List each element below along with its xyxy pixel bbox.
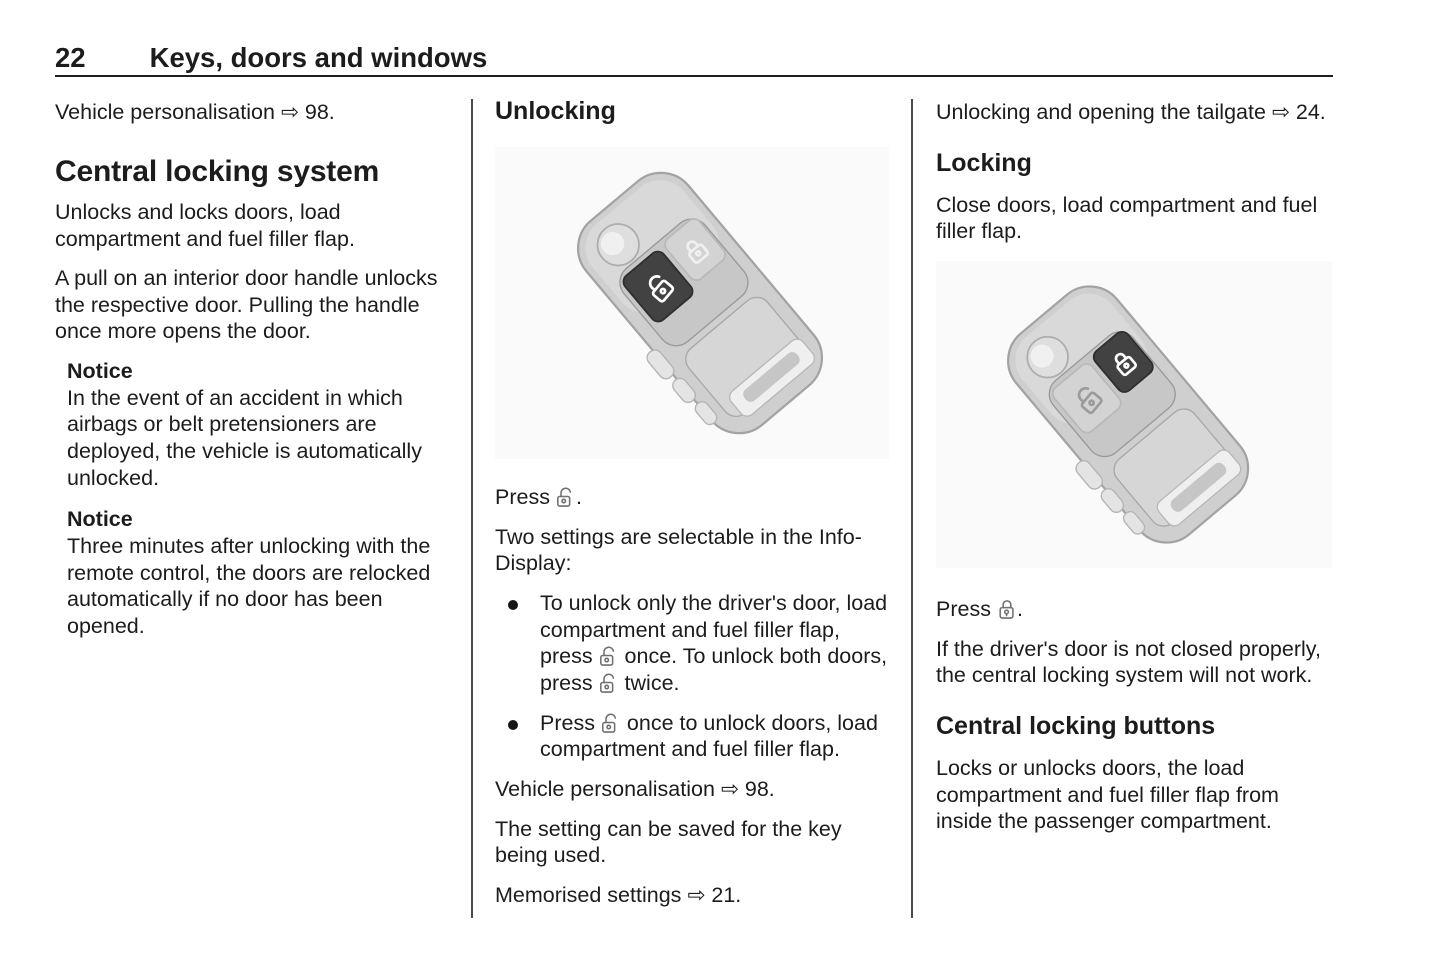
chapter-title: Keys, doors and windows <box>149 42 488 73</box>
personalisation-reference: Vehicle personalisation ⇨ 98. <box>495 776 775 801</box>
bullet-text <box>540 710 889 763</box>
central-locking-intro: Unlocks and locks doors, load compartment and fuel filler flap. <box>55 199 355 251</box>
key-fob-lock-illustration <box>936 261 1332 568</box>
bullet-segment: twice. <box>618 670 680 695</box>
page-number: 22 <box>55 42 86 73</box>
memorised-settings-reference: Memorised settings ⇨ 21. <box>495 882 742 907</box>
right-column <box>936 99 1332 848</box>
middle-column <box>495 96 889 922</box>
left-column <box>55 99 457 655</box>
notice-body: Three minutes after unlocking with the remote control, the doors are relocked automatically if no door has been opened. <box>67 534 431 639</box>
unlock-icon <box>601 710 621 735</box>
settings-intro: Two settings are selectable in the Info-Display: <box>495 524 862 576</box>
page-header <box>55 42 1333 74</box>
column-divider-left <box>471 99 473 918</box>
section-heading-central-locking: Central locking system <box>55 154 380 188</box>
press-text: Press <box>495 485 556 509</box>
setting-saved-para: The setting can be saved for the key being used. <box>495 816 842 868</box>
key-fob-unlock-figure <box>495 147 889 459</box>
key-fob-lock-figure <box>936 261 1332 568</box>
lock-icon <box>997 596 1017 621</box>
bullet-icon <box>508 600 518 610</box>
driver-door-para: If the driver's door is not closed properly, the central locking system will not work. <box>936 636 1321 688</box>
press-text: . <box>1016 596 1023 621</box>
column-divider-right <box>911 99 913 918</box>
header-rule <box>55 75 1333 77</box>
heading-central-locking-buttons: Central locking buttons <box>936 711 1216 740</box>
bullet-icon <box>508 720 518 730</box>
key-fob-unlock-illustration <box>496 147 888 459</box>
bullet-text <box>540 590 889 697</box>
door-handle-para: A pull on an interior door handle unlocks the respective door. Pulling the handle once more opens the door. <box>55 266 438 344</box>
bullet-dot <box>495 710 540 763</box>
notice-block-relock <box>67 506 457 639</box>
press-text: . <box>575 485 582 509</box>
tailgate-reference: Unlocking and opening the tailgate ⇨ 24. <box>936 100 1326 124</box>
heading-locking: Locking <box>936 148 1032 177</box>
heading-unlocking: Unlocking <box>495 97 616 125</box>
personalisation-reference: Vehicle personalisation ⇨ 98. <box>55 100 335 124</box>
notice-body: In the event of an accident in which airbags or belt pretensioners are deployed, the vehicle is automatically unlocked. <box>67 385 422 490</box>
central-locking-buttons-para: Locks or unlocks doors, the load compartment and fuel filler flap from inside the passenger compartment. <box>936 755 1279 834</box>
bullet-segment: Press <box>540 710 601 735</box>
press-unlock-line <box>495 484 889 511</box>
notice-block-accident <box>67 358 457 491</box>
bullet-dot <box>495 590 540 697</box>
notice-title: Notice <box>67 507 133 532</box>
unlock-icon <box>599 643 619 668</box>
bullet-segment: once to unlock doors, load compartment and fuel filler flap. <box>540 710 878 762</box>
bullet-segment: once. To unlock both doors, press <box>540 644 888 695</box>
unlock-icon <box>599 670 619 695</box>
locking-para: Close doors, load compartment and fuel filler flap. <box>936 192 1318 244</box>
bullet-item <box>495 590 889 697</box>
notice-title: Notice <box>67 359 133 384</box>
unlock-icon <box>556 484 576 509</box>
bullet-item <box>495 710 889 763</box>
bullet-segment: To unlock only the driver's door, load compartment and fuel filler flap, press <box>540 590 888 669</box>
press-lock-line <box>936 596 1332 623</box>
press-text: Press <box>936 596 997 621</box>
